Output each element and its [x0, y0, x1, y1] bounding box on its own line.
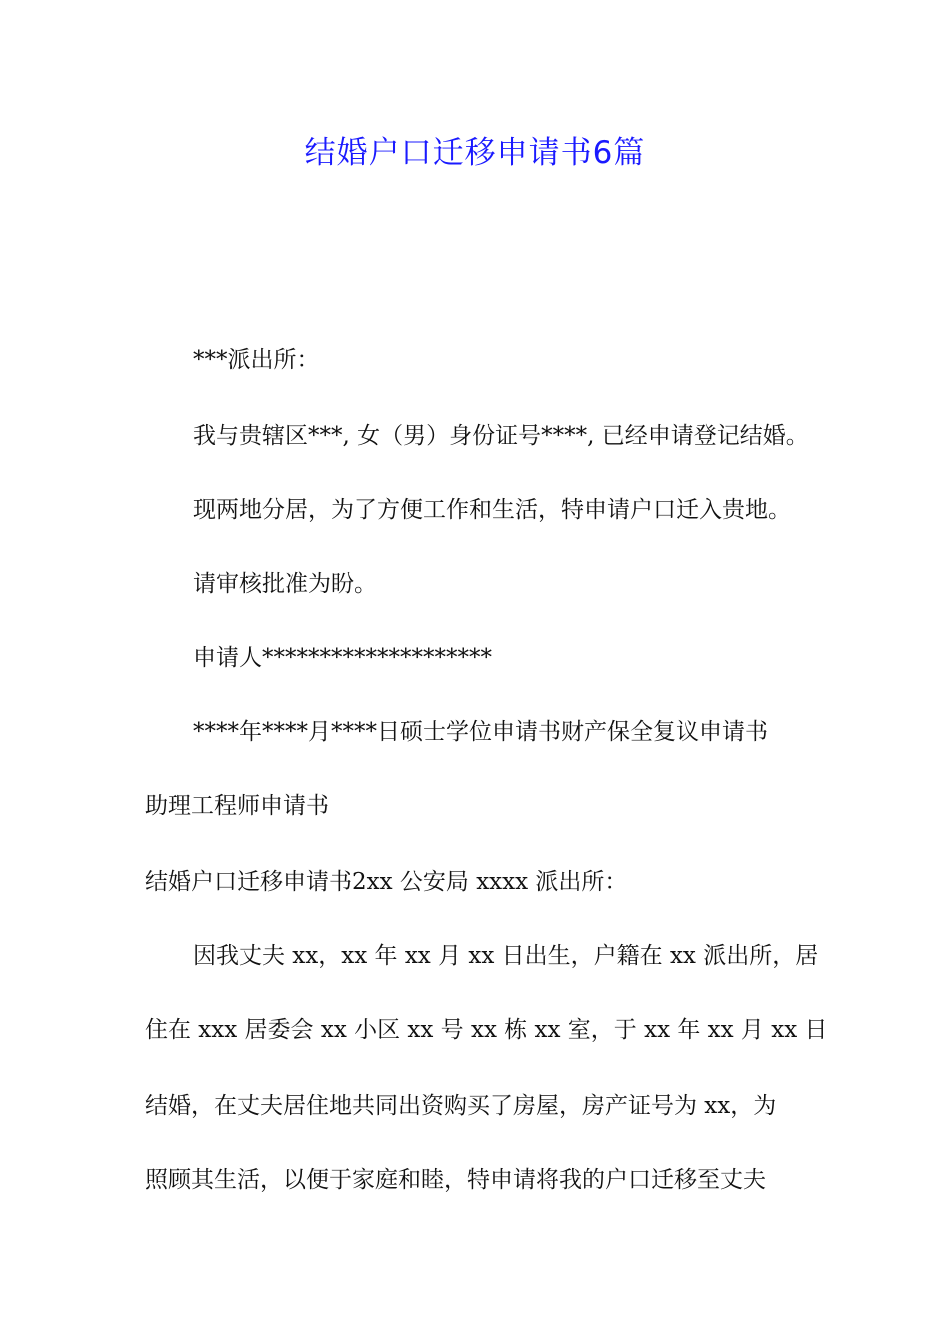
document-title: 结婚户口迁移申请书6篇 [304, 135, 646, 171]
applicant-line: 申请人******************** [193, 645, 492, 671]
body-line: 我与贵辖区***, 女（男）身份证号****, 已经申请登记结婚。 [193, 423, 809, 449]
body-line: 助理工程师申请书 [145, 793, 329, 819]
date-line: ****年****月****日硕士学位申请书财产保全复议申请书 [193, 719, 768, 745]
section-heading-line: 结婚户口迁移申请书2xx 公安局 xxxx 派出所： [145, 869, 628, 895]
body-line: 照顾其生活，以便于家庭和睦，特申请将我的户口迁移至丈夫 [145, 1167, 766, 1193]
body-line: 因我丈夫 xx，xx 年 xx 月 xx 日出生，户籍在 xx 派出所，居 [193, 943, 819, 969]
salutation-line: ***派出所： [193, 347, 320, 373]
body-line: 结婚，在丈夫居住地共同出资购买了房屋，房产证号为 xx，为 [145, 1093, 777, 1119]
body-line: 现两地分居，为了方便工作和生活，特申请户口迁入贵地。 [193, 497, 791, 523]
body-line: 请审核批准为盼。 [193, 571, 377, 597]
body-line: 住在 xxx 居委会 xx 小区 xx 号 xx 栋 xx 室，于 xx 年 xx 月 xx 日 [145, 1017, 828, 1043]
